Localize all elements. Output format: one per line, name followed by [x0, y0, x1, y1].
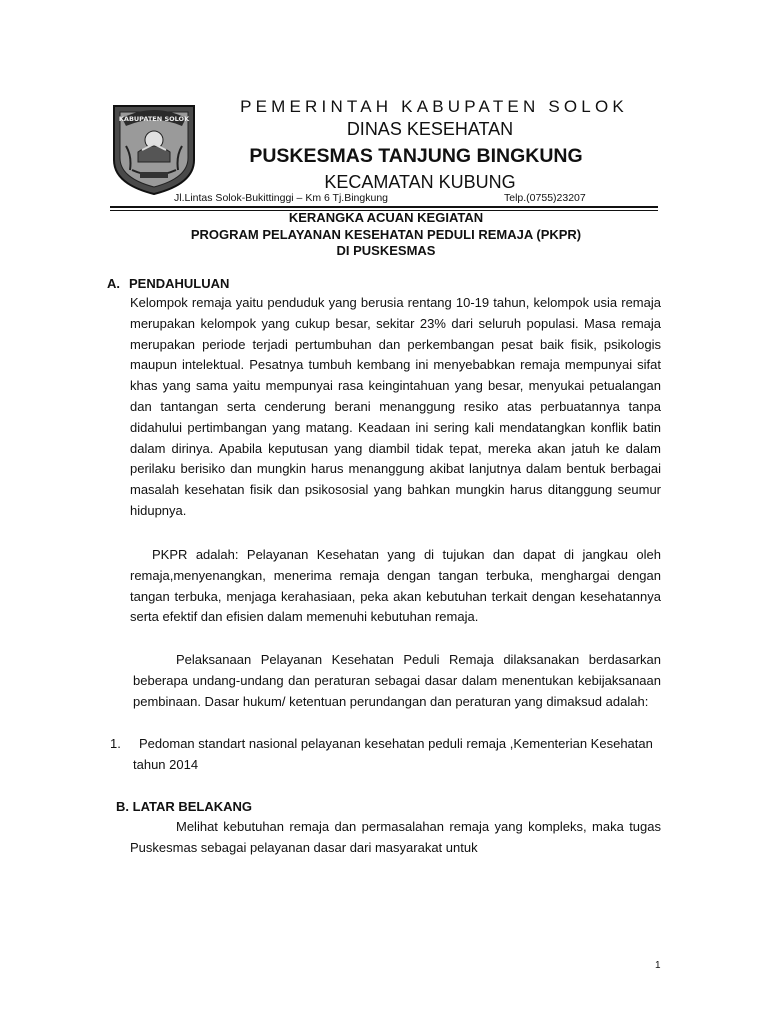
government-name: PEMERINTAH KABUPATEN SOLOK — [240, 97, 628, 116]
section-a-heading — [107, 276, 229, 292]
district-name: KECAMATAN KUBUNG — [324, 172, 516, 192]
section-a-paragraph-2: PKPR adalah: Pelayanan Kesehatan yang di tujukan dan dapat di jangkau oleh remaja,menyenangkan, menerima remaja dengan tangan terbuka, menghargai dengan tangan terbuka, menjaga kerahasiaan, peka akan kebutuhan terkait dengan kesehatannya serta efektif dan efisien dalam memenuhi kebutuhan remaja. — [130, 547, 661, 625]
document-title — [110, 210, 662, 260]
section-a-letter: A. — [107, 276, 120, 291]
section-a-paragraph-3: Pelaksanaan Pelayanan Kesehatan Peduli Remaja dilaksanakan berdasarkan beberapa undang-undang dan peraturan sebagai dasar dalam menentukan kebijaksanaan pembinaan. Dasar hukum/ ketentuan perundangan dan peraturan yang dimaksud adalah: — [133, 652, 661, 709]
list-item-number: 1. — [110, 736, 121, 751]
title-line-3: DI PUSKESMAS — [336, 243, 436, 258]
title-line-2: PROGRAM PELAYANAN KESEHATAN PEDULI REMAJA (PKPR) — [190, 226, 582, 242]
section-b-letter: B. — [116, 799, 129, 814]
section-a-paragraph-1: Kelompok remaja yaitu penduduk yang berusia rentang 10-19 tahun, kelompok usia remaja merupakan kelompok yang cukup besar, sekitar 23% dari seluruh populasi. Masa remaja merupakan periode terjadi pertumbuhan dan perkembangan pesat baik fisik, psikologis maupun intelektual. Pesatnya tumbuh kembang ini menyebabkan remaja mempunyai sifat khas yang sama yaitu mempunyai rasa keingintahuan yang besar, menyukai petualangan dan tantangan serta cenderung berani menanggung resiko atas perbuatannya tanpa didahului pertimbangan yang matang. Keadaan ini sering kali mendatangkan konflik batin dalam dirinya. Apabila keputusan yang diambil tidak tepat, mereka akan jatuh ke dalam perilaku berisiko dan mungkin harus menanggung akibat lanjutnya dalam bentuk berbagai masalah kesehatan fisik dan psikososial yang bahkan mungkin harus ditanggung seumur hidupnya. — [130, 295, 661, 518]
title-line-1: KERANGKA ACUAN KEGIATAN — [288, 210, 484, 225]
section-a-title: PENDAHULUAN — [129, 276, 230, 291]
letterhead-rule-thick — [110, 206, 658, 208]
list-item-text: Pedoman standart nasional pelayanan kesehatan peduli remaja ,Kementerian Kesehatan tahun 2014 — [133, 736, 653, 772]
section-b-title: LATAR BELAKANG — [132, 799, 253, 814]
section-b-paragraph-1: Melihat kebutuhan remaja dan permasalahan remaja yang kompleks, maka tugas Puskesmas sebagai pelayanan dasar dari masyarakat untuk — [130, 819, 661, 855]
logo-text: KABUPATEN SOLOK — [118, 115, 190, 123]
department-name: DINAS KESEHATAN — [346, 119, 514, 139]
letterhead — [200, 96, 660, 193]
institution-name: PUSKESMAS TANJUNG BINGKUNG — [249, 145, 583, 167]
page-number: 1 — [655, 960, 661, 971]
phone-number: Telp.(0755)23207 — [504, 192, 586, 204]
section-b-heading — [116, 799, 252, 815]
address-line: Jl.Lintas Solok-Bukittinggi – Km 6 Tj.Bingkung — [174, 192, 388, 204]
